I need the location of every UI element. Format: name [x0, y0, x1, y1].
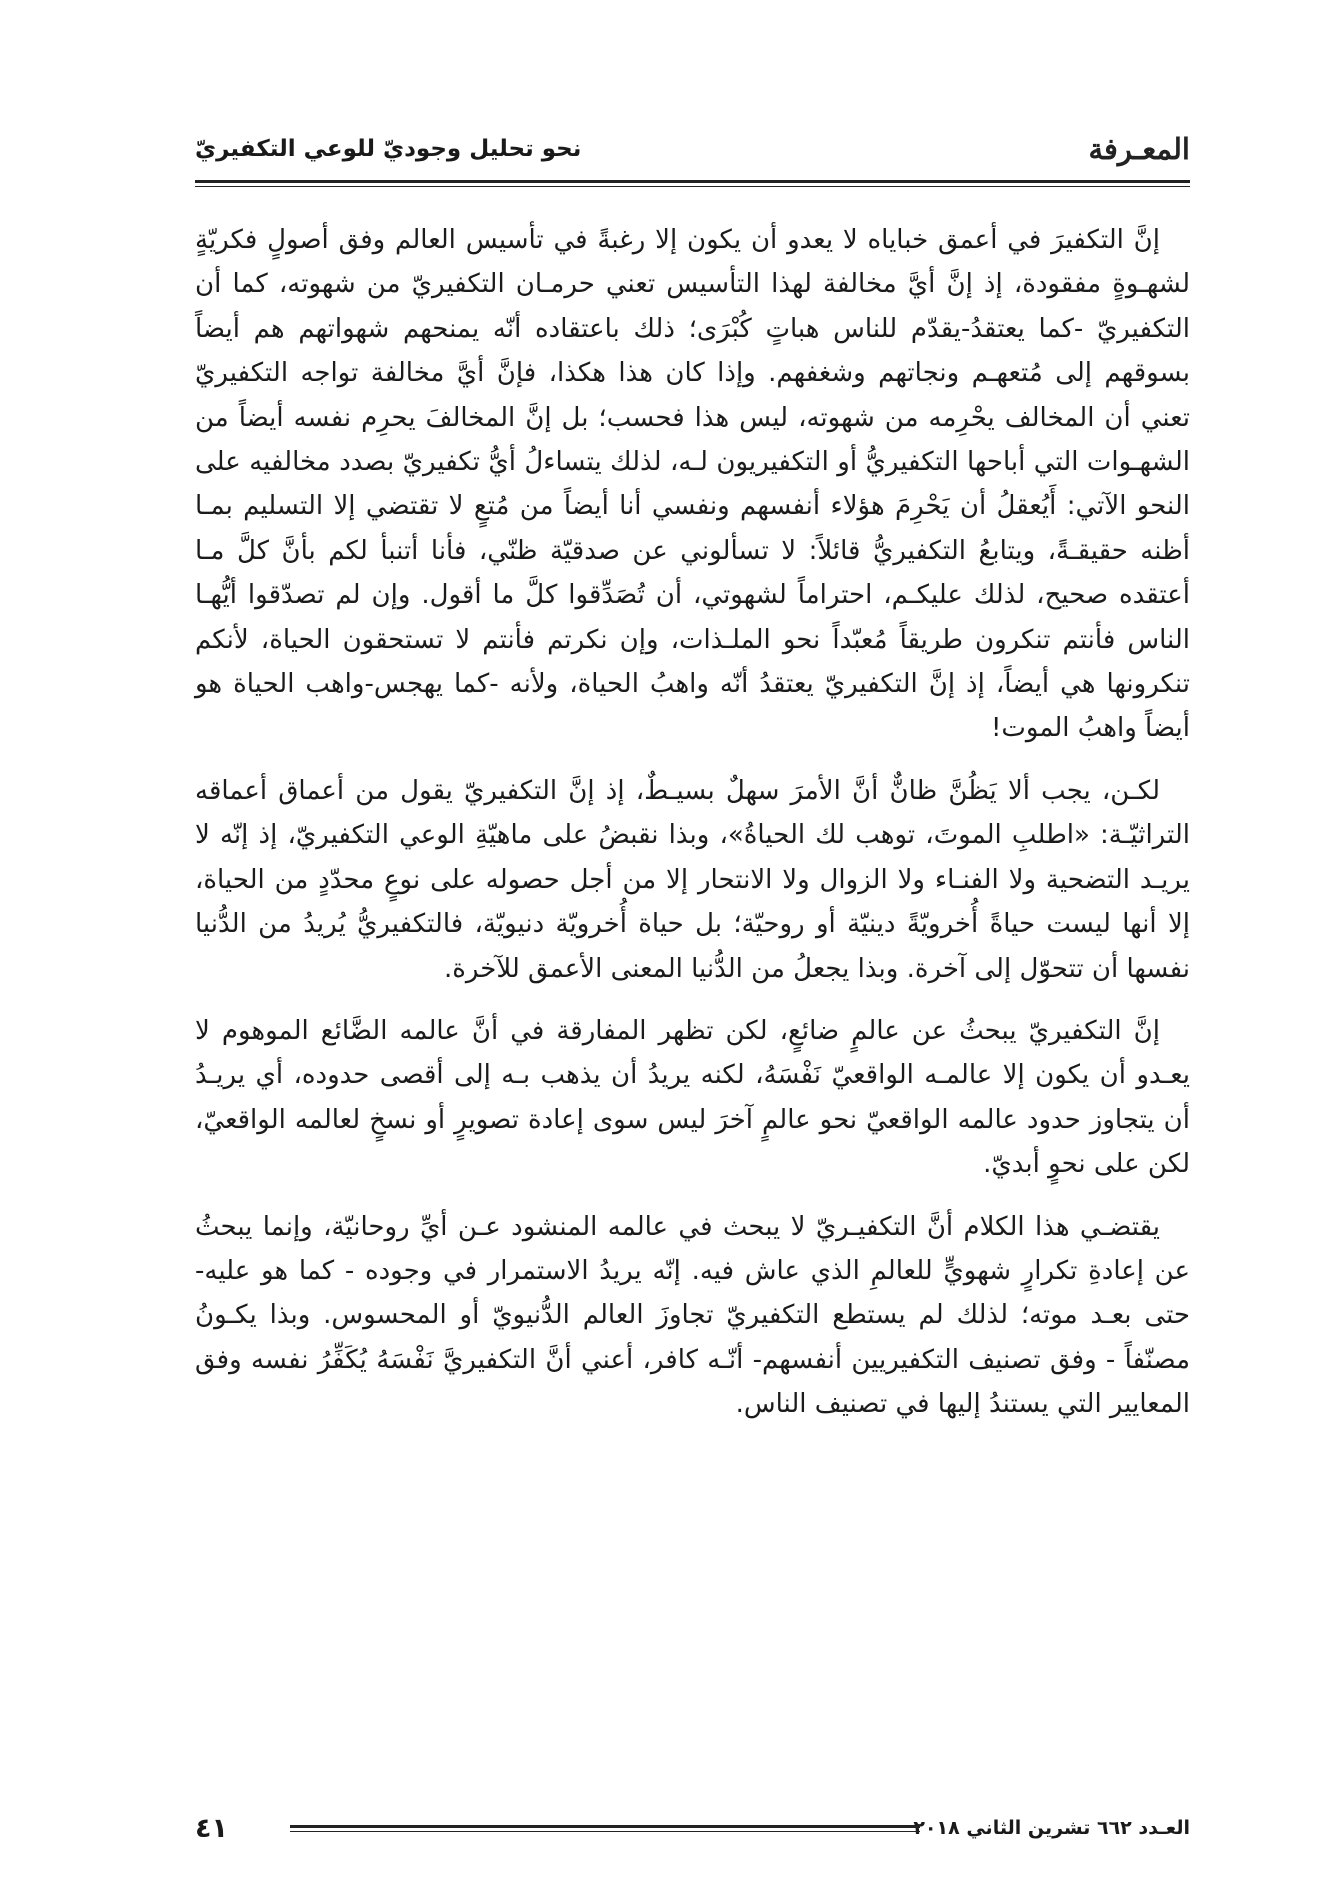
page-number: ٤١ — [195, 1813, 228, 1844]
paragraph: يقتضـي هذا الكلام أنَّ التكفيـريّ لا يبحث في عالمه المنشود عـن أيِّ روحانيّة، وإنما يبحثُ عن إعادةِ تكرارٍ شهويٍّ للعالمِ الذي عاش فيه. إنّه يريدُ الاستمرار في وجوده - كما هو عليه- حتى بعـد موته؛ لذلك لم يستطع التكفيريّ تجاوزَ العالم الدُّنيويّ أو المحسوس. وبذا يكـونُ مصنّفاً - وفق تصنيف التكفيريين أنفسهم- أنّـه كافر، أعني أنَّ التكفيريَّ نَفْسَهُ يُكَفِّرُ نفسه وفق المعايير التي يستندُ إليها في تصنيف الناس. — [195, 1211, 1190, 1420]
issue-label: العـدد ٦٦٢ تشرين الثاني ٢٠١٨ — [913, 1817, 1190, 1839]
paragraph: لكـن، يجب ألا يَظُنَّ ظانٌّ أنَّ الأمرَ سهلٌ بسيـطٌ، إذ إنَّ التكفيريّ يقول من أعماق أعماقه التراثيّـة: «اطلبِ الموتَ، توهب لك الحياةُ»، وبذا نقبضُ على ماهيّةِ الوعي التكفيريّ، إذ إنّه لا يريـد التضحية ولا الفنـاء ولا الزوال ولا الانتحار إلا من أجل حصوله على نوعٍ محدّدٍ من الحياة، إلا أنها ليست حياةً أُخرويّةً دينيّة أو روحيّة؛ بل حياة أُخرويّة دنيويّة، فالتكفيريُّ يُريدُ من الدُّنيا نفسها أن تتحوّل إلى آخرة. وبذا يجعلُ من الدُّنيا المعنى الأعمق للآخرة. — [195, 775, 1190, 984]
running-footer — [195, 1815, 1190, 1855]
paragraph: إنَّ التكفيرَ في أعمق خباياه لا يعدو أن يكون إلا رغبةً في تأسيس العالم وفق أصولٍ فكريّةٍ لشهـوةٍ مفقودة، إذ إنَّ أيَّ مخالفة لهذا التأسيس تعني حرمـان التكفيريّ من شهوته، كما أن التكفيريّ -كما يعتقدُ-يقدّم للناس هباتٍ كُبْرَى؛ ذلك باعتقاده أنّه يمنحهم شهواتهم هم أيضاً بسوقهم إلى مُتعهـم ونجاتهم وشغفهم. وإذا كان هذا هكذا، فإنَّ أيَّ مخالفة تواجه التكفيريّ تعني أن المخالف يحْرِمه من شهوته، ليس هذا فحسب؛ بل إنَّ المخالفَ يحرِم نفسه أيضاً من الشهـوات التي أباحها التكفيريُّ أو التكفيريون لـه، لذلك يتساءلُ أيُّ تكفيريّ بصدد مخالفيه على النحو الآتي: أَيُعقلُ أن يَحْرِمَ هؤلاء أنفسهم ونفسي أنا أيضاً من مُتعٍ لا تقتضي إلا التسليم بمـا أظنه حقيقـةً، ويتابعُ التكفيريُّ قائلاً: لا تسألوني عن صدقيّة ظنّي، فأنا أتنبأ لكم بأنَّ كلَّ مـا أعتقده صحيح، لذلك عليكـم، احتراماً لشهوتي، أن تُصَدِّقوا كلَّ ما أقول. وإن لم تصدّقوا أيُّهـا الناس فأنتم تنكرون طريقاً مُعبّداً نحو الملـذات، وإن نكرتم فأنتم لا تستحقون الحياة، لأنكم تنكرونها هي أيضاً، إذ إنَّ التكفيريّ يعتقدُ أنّه واهبُ الحياة، ولأنه -كما يهجس-واهب الحياة هو أيضاً واهبُ الموت! — [195, 225, 1190, 744]
article-title: نحو تحليل وجوديّ للوعي التكفيريّ — [195, 136, 582, 162]
journal-logo: المعـرفة — [1088, 132, 1190, 166]
paragraph: إنَّ التكفيريّ يبحثُ عن عالمٍ ضائعٍ، لكن تظهر المفارقة في أنَّ عالمه الضَّائع الموهوم لا يعـدو أن يكون إلا عالمـه الواقعيّ نَفْسَهُ، لكنه يريدُ أن يذهب بـه إلى أقصى حدوده، أي يريـدُ أن يتجاوز حدود عالمه الواقعيّ نحو عالمٍ آخرَ ليس سوى إعادة تصويرٍ أو نسخٍ لعالمه الواقعيّ، لكن على نحوٍ أبديّ. — [195, 1015, 1190, 1180]
article-body — [195, 218, 1190, 1445]
footer-divider — [290, 1825, 920, 1832]
header-divider — [195, 180, 1190, 187]
running-header — [195, 128, 1190, 174]
